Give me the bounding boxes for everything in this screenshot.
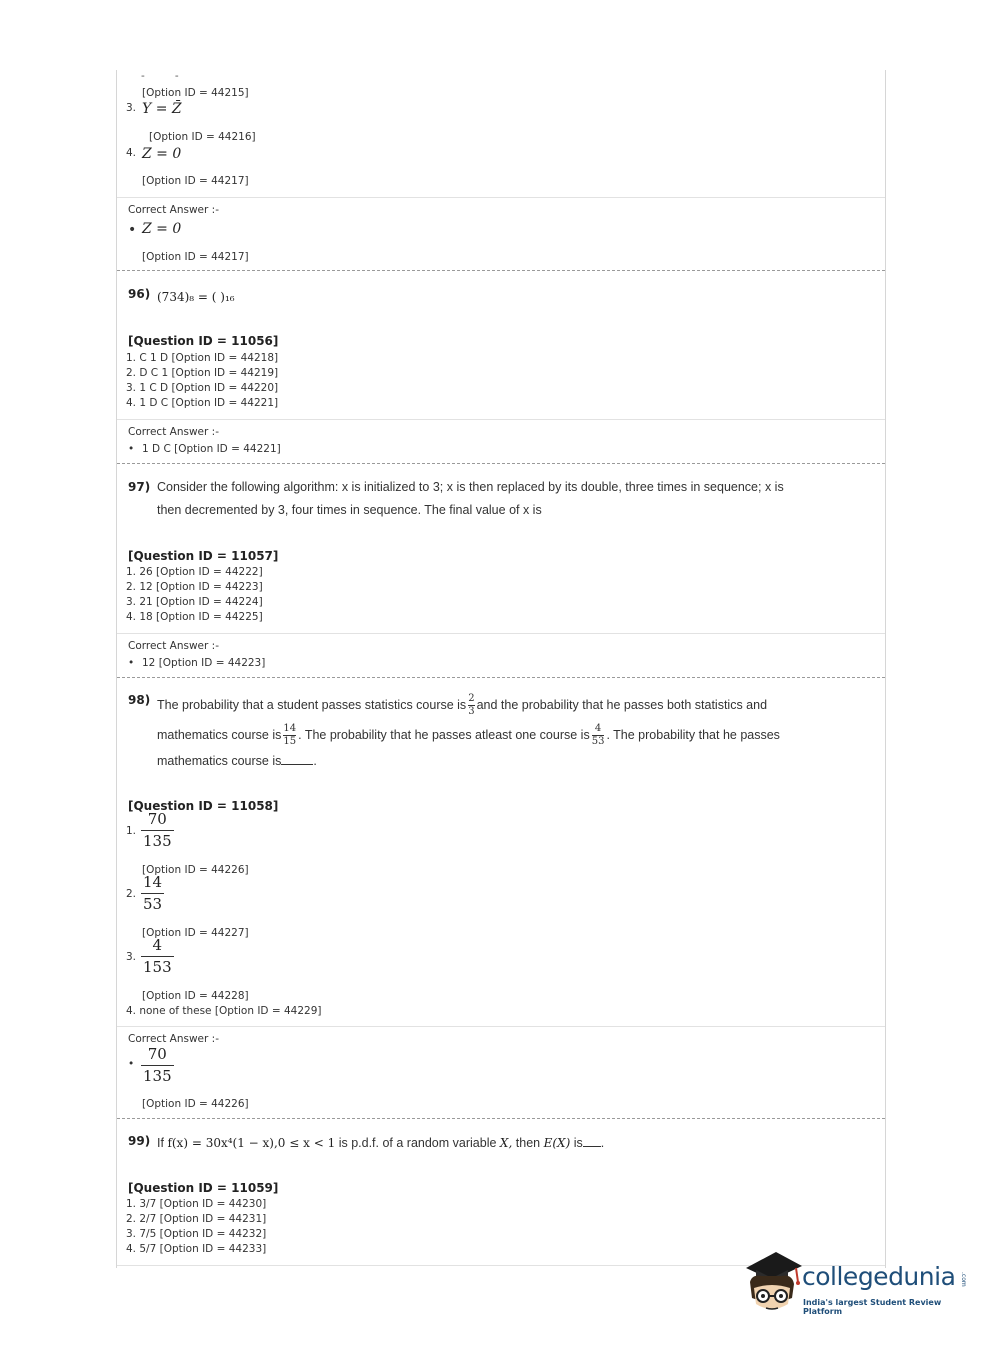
fraction-numerator: 2 bbox=[468, 693, 475, 705]
q95-option4-number: 4. bbox=[126, 147, 137, 159]
q98-number: 98) bbox=[128, 693, 151, 707]
q98-correct-id: [Option ID = 44226] bbox=[142, 1098, 249, 1110]
divider bbox=[117, 633, 885, 634]
q99-option-2: 2. 2/7 [Option ID = 44231] bbox=[126, 1213, 267, 1225]
q99-text-part: If bbox=[157, 1136, 164, 1150]
q98-text-part: . The probability that he passes bbox=[606, 728, 780, 742]
q98-option2-fraction bbox=[141, 875, 164, 912]
fraction bbox=[468, 694, 474, 717]
q99-math-expectation: E(X) bbox=[543, 1136, 571, 1150]
correct-answer-label: Correct Answer :- bbox=[128, 204, 219, 216]
divider bbox=[117, 419, 885, 420]
divider bbox=[117, 197, 885, 198]
q97-text-line2: then decremented by 3, four times in sequence. The final value of x is bbox=[157, 503, 542, 517]
divider bbox=[117, 1026, 885, 1027]
cut-off-text: - - bbox=[141, 70, 179, 82]
q98-option-4: 4. none of these [Option ID = 44229] bbox=[126, 1005, 322, 1017]
q98-option2-number: 2. bbox=[126, 888, 137, 900]
q96-option-4: 4. 1 D C [Option ID = 44221] bbox=[126, 397, 279, 409]
fraction-numerator: 14 bbox=[141, 875, 164, 894]
q99-math-pdf: f(x) = 30x⁴(1 − x),0 ≤ x < 1 bbox=[167, 1136, 336, 1150]
fraction-denominator: 15 bbox=[283, 736, 297, 748]
q95-option3-math: Y = Z̄ bbox=[142, 101, 182, 117]
correct-answer-label: Correct Answer :- bbox=[128, 426, 219, 438]
fraction bbox=[283, 724, 296, 747]
bullet-icon: • bbox=[128, 443, 135, 455]
q98-text-line3: mathematics course is . bbox=[157, 754, 317, 768]
q98-text-part: and the probability that he passes both statistics and bbox=[476, 698, 768, 712]
fraction-denominator: 135 bbox=[143, 832, 172, 850]
q96-correct-answer: 1 D C [Option ID = 44221] bbox=[142, 443, 281, 455]
q99-text-part: then bbox=[515, 1136, 541, 1150]
q99-math-variable: X, bbox=[499, 1136, 513, 1150]
logo-com: .com bbox=[960, 1272, 967, 1287]
question-separator bbox=[117, 270, 885, 271]
q97-correct-answer: 12 [Option ID = 44223] bbox=[142, 657, 266, 669]
q99-option-4: 4. 5/7 [Option ID = 44233] bbox=[126, 1243, 267, 1255]
answer-blank bbox=[281, 763, 313, 765]
q95-option2-id: [Option ID = 44215] bbox=[142, 87, 249, 99]
correct-answer-label: Correct Answer :- bbox=[128, 640, 219, 652]
fraction-denominator: 53 bbox=[143, 895, 163, 913]
bullet-icon: • bbox=[128, 1058, 135, 1070]
q99-text-part: is p.d.f. of a random variable bbox=[338, 1136, 497, 1150]
question-separator bbox=[117, 1118, 885, 1119]
answer-blank bbox=[583, 1145, 601, 1147]
q96-option-1: 1. C 1 D [Option ID = 44218] bbox=[126, 352, 279, 364]
q98-correct-fraction bbox=[141, 1047, 174, 1084]
q98-text-line2 bbox=[157, 717, 780, 753]
q97-option-4: 4. 18 [Option ID = 44225] bbox=[126, 611, 263, 623]
q99-number: 99) bbox=[128, 1134, 151, 1148]
q97-text-line1: Consider the following algorithm: x is initialized to 3; x is then replaced by its double, three times in sequence; x is bbox=[157, 480, 784, 494]
q99-question-id: [Question ID = 11059] bbox=[128, 1181, 279, 1195]
q98-question-id: [Question ID = 11058] bbox=[128, 799, 279, 813]
correct-answer-label: Correct Answer :- bbox=[128, 1033, 219, 1045]
q99-text-part: is bbox=[573, 1136, 583, 1150]
fraction-denominator: 153 bbox=[143, 958, 172, 976]
fraction-numerator: 70 bbox=[141, 1047, 174, 1066]
fraction-numerator: 70 bbox=[141, 812, 174, 831]
q97-number: 97) bbox=[128, 480, 151, 494]
q98-option1-fraction bbox=[141, 812, 174, 849]
fraction-denominator: 53 bbox=[591, 736, 605, 748]
q96-number: 96) bbox=[128, 287, 151, 301]
fraction-numerator: 4 bbox=[592, 724, 605, 736]
q98-option1-number: 1. bbox=[126, 825, 137, 837]
q98-text-part: mathematics course is bbox=[157, 728, 282, 742]
logo-tagline: India's largest Student Review Platform bbox=[803, 1298, 942, 1316]
q98-option3-number: 3. bbox=[126, 951, 137, 963]
q98-text-part: . The probability that he passes atleast one course is bbox=[298, 728, 590, 742]
q96-option-3: 3. 1 C D [Option ID = 44220] bbox=[126, 382, 279, 394]
q98-text-part: The probability that a student passes statistics course is bbox=[157, 698, 467, 712]
q97-option-3: 3. 21 [Option ID = 44224] bbox=[126, 596, 263, 608]
q98-text-part: mathematics course is bbox=[157, 754, 282, 768]
bullet-icon: • bbox=[128, 222, 137, 238]
fraction-numerator: 14 bbox=[283, 723, 297, 735]
q95-option3-number: 3. bbox=[126, 102, 137, 114]
q98-option3-fraction bbox=[141, 938, 174, 975]
q95-correct-id: [Option ID = 44217] bbox=[142, 251, 249, 263]
collegedunia-logo bbox=[742, 1248, 972, 1318]
question-separator bbox=[117, 463, 885, 464]
q96-option-2: 2. D C 1 [Option ID = 44219] bbox=[126, 367, 279, 379]
question-paper-page bbox=[116, 70, 886, 1268]
bullet-icon: • bbox=[128, 657, 135, 669]
q95-option4-id: [Option ID = 44217] bbox=[142, 175, 249, 187]
mascot-icon bbox=[742, 1248, 804, 1318]
q96-text: (734)₈ = ( )₁₆ bbox=[157, 290, 235, 304]
q98-option1-id: [Option ID = 44226] bbox=[142, 864, 249, 876]
logo-wordmark: collegedunia bbox=[802, 1262, 956, 1291]
q96-question-id: [Question ID = 11056] bbox=[128, 334, 279, 348]
question-separator bbox=[117, 677, 885, 678]
fraction-denominator: 135 bbox=[143, 1067, 172, 1085]
q97-question-id: [Question ID = 11057] bbox=[128, 549, 279, 563]
fraction bbox=[592, 724, 605, 747]
q95-option4-math: Z = 0 bbox=[142, 146, 182, 162]
fraction-denominator: 3 bbox=[468, 706, 475, 718]
q99-text: If f(x) = 30x⁴(1 − x),0 ≤ x < 1 is p.d.f. of a random variable X, then E(X) is . bbox=[157, 1136, 605, 1150]
q97-option-1: 1. 26 [Option ID = 44222] bbox=[126, 566, 263, 578]
q97-option-2: 2. 12 [Option ID = 44223] bbox=[126, 581, 263, 593]
q98-option3-id: [Option ID = 44228] bbox=[142, 990, 249, 1002]
q99-option-1: 1. 3/7 [Option ID = 44230] bbox=[126, 1198, 267, 1210]
q95-option3-id: [Option ID = 44216] bbox=[149, 131, 256, 143]
fraction-numerator: 4 bbox=[141, 938, 174, 957]
q98-option2-id: [Option ID = 44227] bbox=[142, 927, 249, 939]
q95-correct-math: Z = 0 bbox=[142, 221, 182, 237]
q99-option-3: 3. 7/5 [Option ID = 44232] bbox=[126, 1228, 267, 1240]
